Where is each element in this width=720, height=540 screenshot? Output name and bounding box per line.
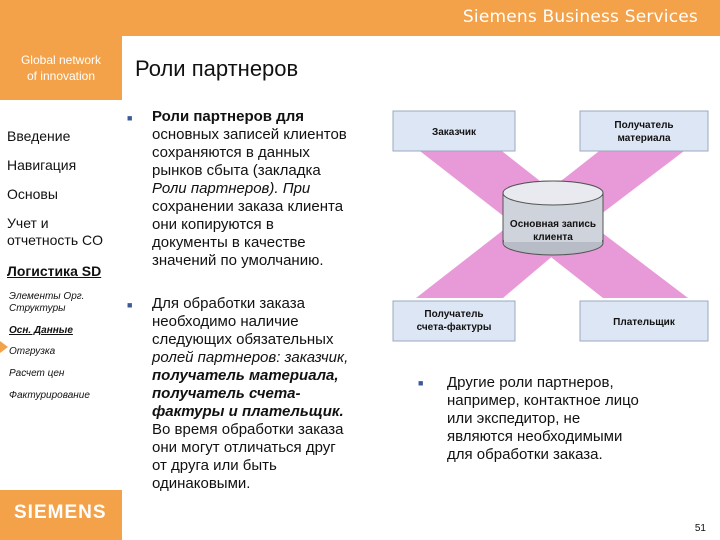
sidebar-item-basics[interactable]: Основы [7,186,58,202]
bullet-line: следующих обязательных [152,331,334,348]
sidebar-subitem-shipping[interactable]: Отгрузка [9,346,56,357]
tagline-line1: Global network [20,53,102,67]
box-ship-to-label: материала [617,133,671,144]
bullet-line: Другие роли партнеров, [447,374,614,391]
cylinder-label: клиента [533,232,573,243]
bullet-icon: ■ [127,300,133,310]
cylinder-label: Основная запись [509,219,597,230]
box-ship-to-label: Получатель [614,120,674,131]
bullet-line: основных записей клиентов [152,126,347,143]
bullet-line: они копируются в [152,216,274,233]
bullet-line: Роли партнеров для [152,108,304,125]
box-ship-to [580,111,708,151]
sidebar-subitem-label: Структуры [9,303,66,314]
page-title: Роли партнеров [135,56,299,81]
sidebar-item-label: отчетность CO [7,232,104,248]
sidebar-subitem-master-data[interactable]: Осн. Данные [9,325,73,336]
sidebar-subitem-pricing[interactable]: Расчет цен [9,368,65,379]
bullet-line: или экспедитор, не [447,410,581,427]
sidebar-header [0,36,122,100]
box-bill-to-label: счета-фактуры [416,322,492,333]
sidebar-subitem-billing[interactable]: Фактурирование [9,390,90,401]
siemens-logo: SIEMENS [14,502,107,523]
bullet-line: документы в качестве [152,234,306,251]
sidebar-item-logistics[interactable]: Логистика SD [7,263,102,279]
bullet-line: значений по умолчанию. [152,252,324,269]
bullet-line: Для обработки заказа [152,295,305,312]
bullet-line: получатель счета- [152,385,301,402]
bullet-line: Во время обработки заказа [152,421,344,438]
bullet-line: Роли партнеров). При [152,180,311,197]
bullet-line: являются необходимыми [447,428,623,445]
sidebar-item-label: Учет и [7,215,49,231]
bullet-line: ролей партнеров: заказчик, [152,349,349,366]
box-bill-to [393,301,515,341]
bullet-line: сохранении заказа клиента [152,198,344,215]
bullet-text-2 [152,295,348,493]
sidebar [0,36,122,540]
sidebar-subitem-label: Элементы Орг. [9,291,85,302]
brand-title: Siemens Business Services [462,7,698,27]
bullet-line: они могут отличаться друг [152,439,336,456]
bullet-text-3 [447,374,639,464]
tagline-line2: of innovation [26,69,96,83]
bullet-line: от друга или быть [152,457,277,474]
bullet-icon: ■ [127,113,133,123]
box-bill-to-label: Получатель [424,309,484,320]
bullet-line: необходимо наличие [152,313,299,330]
sidebar-subitem-org[interactable] [9,291,84,315]
bullet-line: получатель материала, [152,367,339,384]
tagline [4,52,118,84]
bullet-line: рынков сбыта (закладка [152,162,321,179]
box-payer-label: Плательщик [613,317,675,328]
sidebar-item-navigation[interactable]: Навигация [7,157,77,173]
box-customer-label: Заказчик [431,127,477,138]
bullet-icon: ■ [418,378,424,388]
bullet-text-1 [152,108,347,270]
bullet-line: сохраняются в данных [152,144,310,161]
customer-master-cylinder [503,181,603,255]
page-number: 51 [694,523,706,534]
bullet-line: фактуры и плательщик. [152,403,344,420]
bullet-line: например, контактное лицо [447,392,639,409]
bullet-line: одинаковыми. [152,475,251,492]
bullet-line: для обработки заказа. [447,446,603,463]
current-item-marker-icon [0,341,8,353]
sidebar-item-accounting[interactable] [7,215,103,249]
sidebar-item-intro[interactable]: Введение [7,128,71,144]
partner-roles-diagram [388,103,713,353]
logo-area [0,490,122,540]
header-bar [0,0,720,36]
